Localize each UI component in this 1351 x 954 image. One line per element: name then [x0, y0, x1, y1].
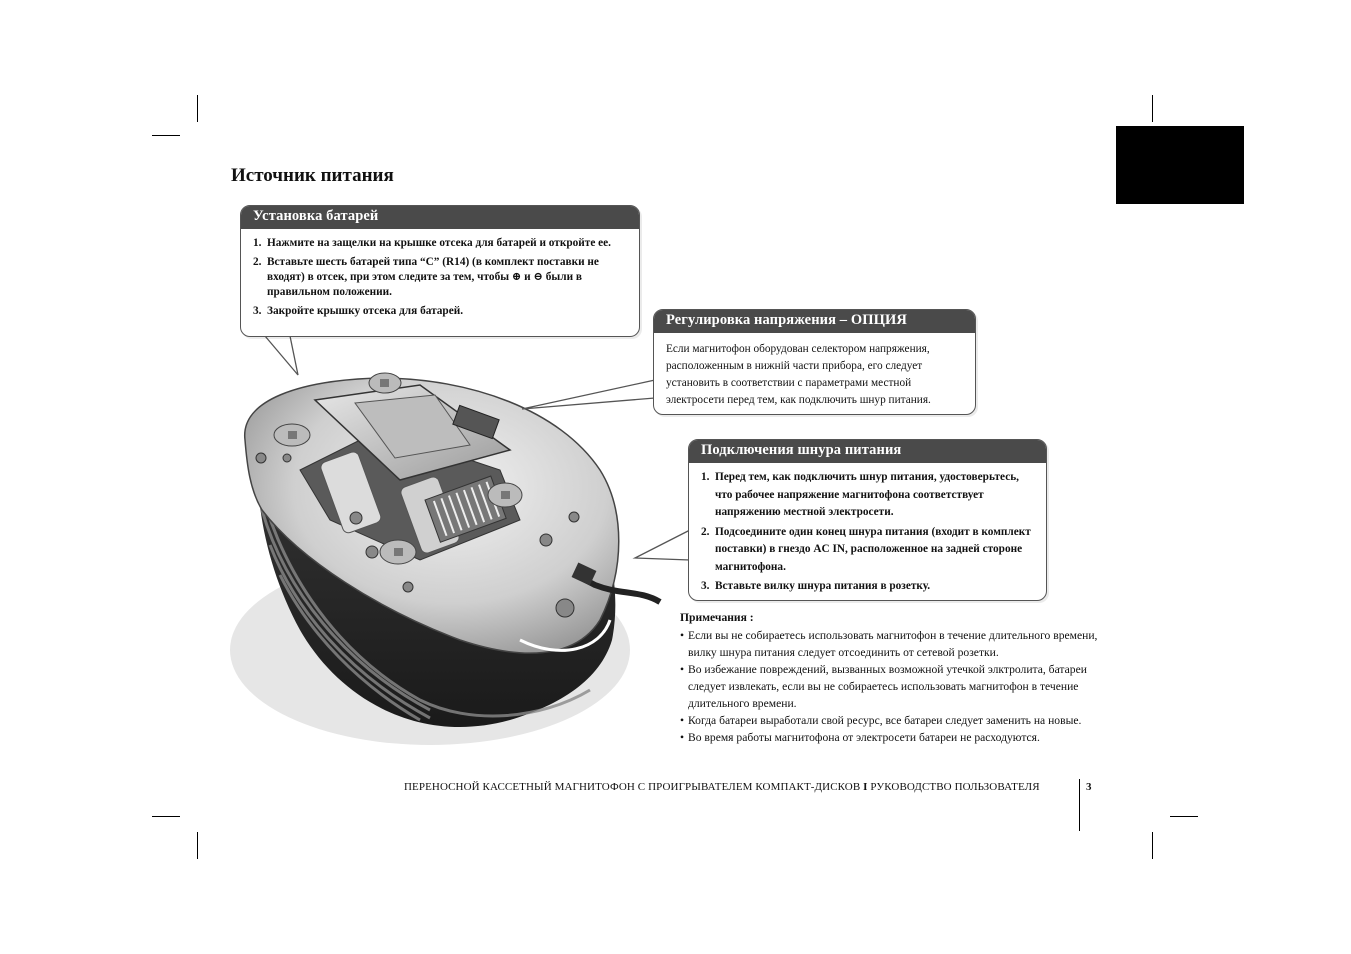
page-footer — [404, 781, 1040, 793]
voltage-panel — [653, 309, 976, 415]
power-cord-panel — [688, 439, 1047, 601]
list-item: • Во время работы магнитофона от электросети батареи не расходуются. — [680, 729, 1105, 746]
battery-install-heading: Установка батарей — [241, 206, 639, 229]
list-item: 1. Перед тем, как подключить шнур питания, удостоверьтесь, что рабочее напряжение магнитофона соответствует напряжению местной электросети. — [701, 471, 1020, 518]
footer-manual: РУКОВОДСТВО ПОЛЬЗОВАТЕЛЯ — [870, 781, 1040, 793]
list-item: • Во избежание повреждений, вызванных возможной утечкой элктролита, батареи следует извлекать, если вы не собираетесь использовать магнитофон в течение длительного времени. — [680, 661, 1105, 712]
voltage-text: Если магнитофон оборудован селектором напряжения, расположенным в нижній части прибора, его следует установить в соответствии с параметрами местной электросети перед тем, как подключить шнур питания. — [666, 343, 931, 406]
voltage-heading: Регулировка напряжения – ОПЦИЯ — [654, 310, 975, 333]
list-item: 2. Вставьте шесть батарей типа “C” (R14) (в комплект поставки не входят) в отсек, при этом следите за тем, чтобы ⊕ и ⊖ были в правильном положении. — [253, 256, 599, 298]
list-item: • Если вы не собираетесь использовать магнитофон в течение длительного времени, вилку шнура питания следует отсоединить от сетевой розетки. — [680, 627, 1105, 661]
battery-install-panel — [240, 205, 640, 337]
notes-list — [680, 627, 1105, 746]
notes-section — [680, 609, 1105, 746]
power-cord-heading: Подключения шнура питания — [689, 440, 1046, 463]
battery-install-steps — [241, 229, 639, 319]
list-item: 1. Нажмите на защелки на крышке отсека для батарей и откройте ее. — [253, 237, 612, 249]
page-number: 3 — [1086, 781, 1092, 793]
power-cord-steps — [689, 463, 1046, 596]
list-item: 3. Закройте крышку отсека для батарей. — [253, 305, 464, 317]
footer-product: ПЕРЕНОСНОЙ КАССЕТНЫЙ МАГНИТОФОН С ПРОИГРЫВАТЕЛЕМ КОМПАКТ-ДИСКОВ — [404, 781, 861, 793]
list-item: 2. Подсоедините один конец шнура питания (входит в комплект поставки) в гнездо AC IN, расположенное на задней стороне магнитофона. — [701, 525, 1031, 573]
list-item: 3. Вставьте вилку шнура питания в розетку. — [701, 580, 931, 592]
footer-divider — [1079, 779, 1080, 831]
footer-separator: I — [863, 781, 868, 793]
page-title: Источник питания — [231, 165, 394, 186]
notes-title: Примечания : — [680, 611, 754, 624]
list-item: • Когда батареи выработали свой ресурс, все батареи следует заменить на новые. — [680, 712, 1105, 729]
